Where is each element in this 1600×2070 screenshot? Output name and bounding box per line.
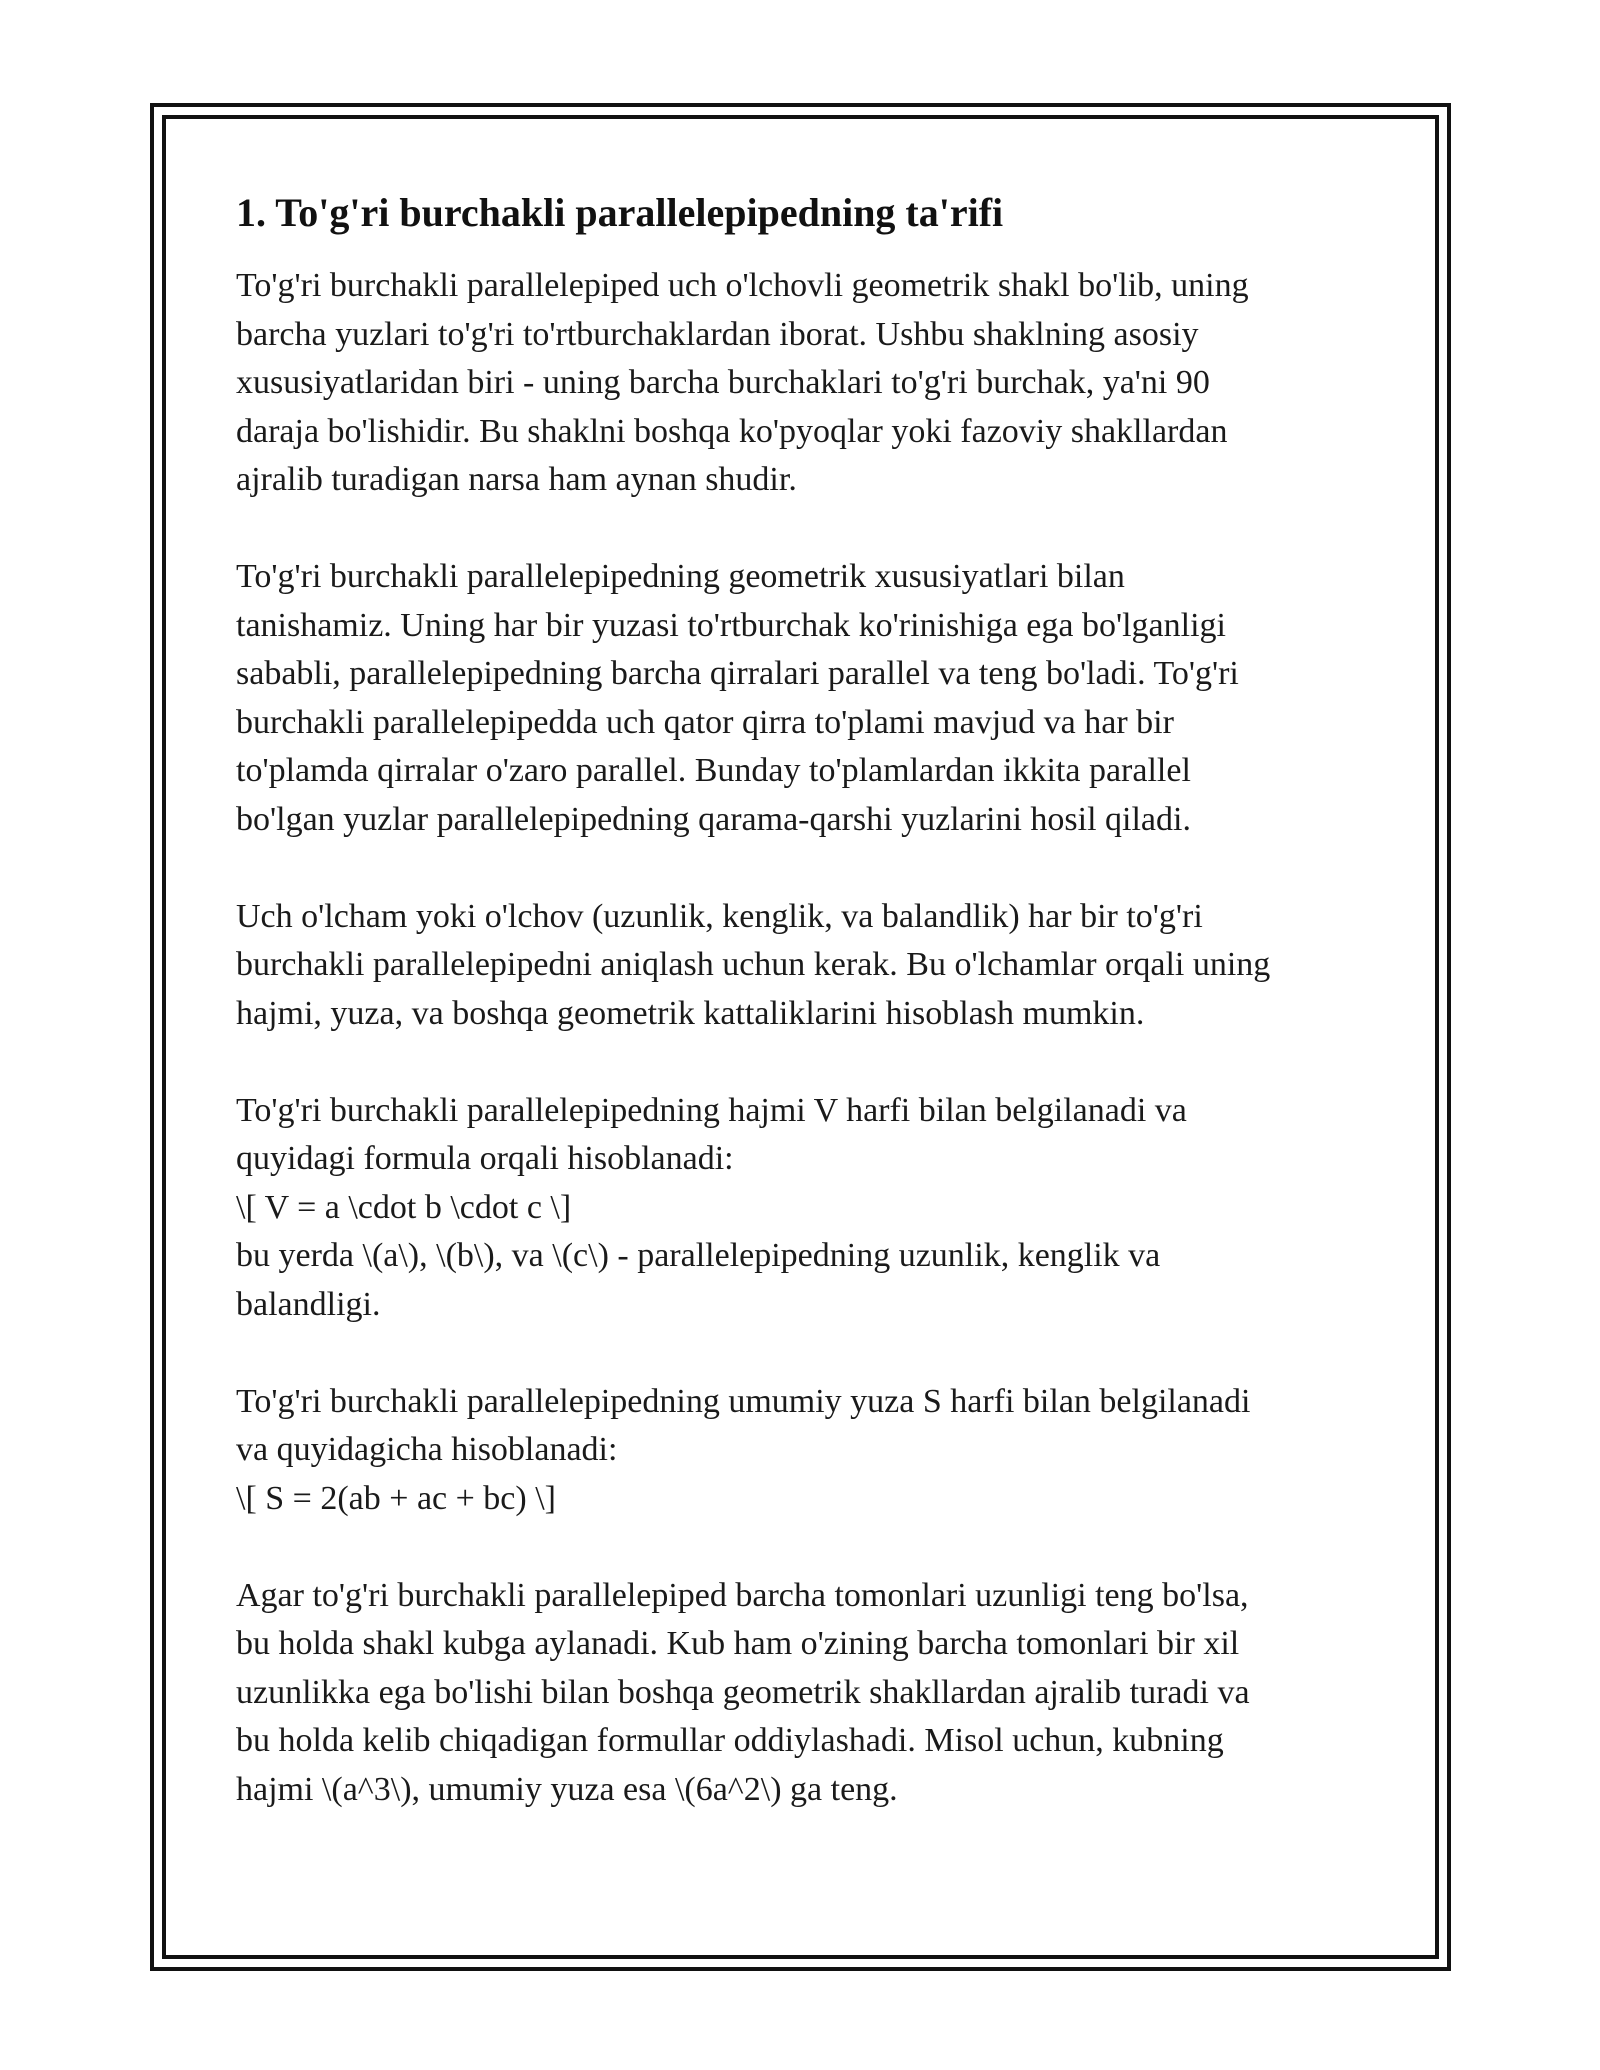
paragraph-line: hajmi, yuza, va boshqa geometrik kattaliklarini hisoblash mumkin. (236, 994, 1145, 1032)
paragraph-line: sababli, parallelepipedning barcha qirralari parallel va teng bo'ladi. To'g'ri (236, 655, 1239, 692)
paragraph (236, 893, 1376, 1039)
paragraph (236, 1572, 1376, 1815)
paragraph-list (236, 262, 1376, 1814)
paragraph-line: burchakli parallelepipedni aniqlash uchun kerak. Bu o'lchamlar orqali uning (236, 946, 1271, 983)
paragraph-line: quyidagi formula orqali hisoblanadi: (236, 1140, 734, 1177)
paragraph-line: to'plamda qirralar o'zaro parallel. Bunday to'plamlardan ikkita parallel (236, 752, 1191, 789)
paragraph-line: bu yerda \(a\), \(b\), va \(c\) - parallelepipedning uzunlik, kenglik va (236, 1237, 1161, 1274)
paragraph-line: To'g'ri burchakli parallelepipedning geometrik xususiyatlari bilan (236, 558, 1125, 595)
paragraph-line: hajmi \(a^3\), umumiy yuza esa \(6a^2\) ga teng. (236, 1770, 898, 1808)
paragraph-line: bu holda shakl kubga aylanadi. Kub ham o'zining barcha tomonlari bir xil (236, 1625, 1240, 1662)
paragraph (236, 553, 1376, 844)
paragraph-line: To'g'ri burchakli parallelepiped uch o'lchovli geometrik shakl bo'lib, uning (236, 267, 1249, 304)
paragraph-line: bu holda kelib chiqadigan formullar oddiylashadi. Misol uchun, kubning (236, 1722, 1224, 1759)
paragraph-line: Agar to'g'ri burchakli parallelepiped barcha tomonlari uzunligi teng bo'lsa, (236, 1576, 1249, 1614)
paragraph-line: \[ V = a \cdot b \cdot c \] (236, 1188, 572, 1226)
paragraph-line: To'g'ri burchakli parallelepipedning umumiy yuza S harfi bilan belgilanadi (236, 1382, 1251, 1420)
document-body (236, 190, 1376, 1863)
paragraph-line: To'g'ri burchakli parallelepipedning hajmi V harfi bilan belgilanadi va (236, 1091, 1187, 1129)
paragraph-line: ajralib turadigan narsa ham aynan shudir. (236, 461, 797, 498)
paragraph-line: Uch o'lcham yoki o'lchov (uzunlik, kenglik, va balandlik) har bir to'g'ri (236, 897, 1203, 935)
paragraph (236, 262, 1376, 505)
paragraph-line: \[ S = 2(ab + ac + bc) \] (236, 1479, 556, 1517)
paragraph-line: balandligi. (236, 1285, 381, 1323)
paragraph-line: burchakli parallelepipedda uch qator qirra to'plami mavjud va har bir (236, 703, 1174, 741)
paragraph-line: daraja bo'lishidir. Bu shaklni boshqa ko'pyoqlar yoki fazoviy shakllardan (236, 412, 1228, 450)
paragraph-line: bo'lgan yuzlar parallelepipedning qarama-qarshi yuzlarini hosil qiladi. (236, 800, 1191, 838)
paragraph-line: tanishamiz. Uning har bir yuzasi to'rtburchak ko'rinishiga ega bo'lganligi (236, 606, 1226, 644)
paragraph-line: va quyidagicha hisoblanadi: (236, 1431, 618, 1468)
section-heading: 1. To'g'ri burchakli parallelepipedning ta'rifi (236, 190, 1004, 235)
paragraph-line: xususiyatlaridan biri - uning barcha burchaklari to'g'ri burchak, ya'ni 90 (236, 364, 1210, 401)
paragraph (236, 1378, 1376, 1524)
paragraph-line: barcha yuzlari to'g'ri to'rtburchaklardan iborat. Ushbu shaklning asosiy (236, 315, 1199, 353)
paragraph-line: uzunlikka ega bo'lishi bilan boshqa geometrik shakllardan ajralib turadi va (236, 1673, 1250, 1711)
paragraph (236, 1087, 1376, 1330)
